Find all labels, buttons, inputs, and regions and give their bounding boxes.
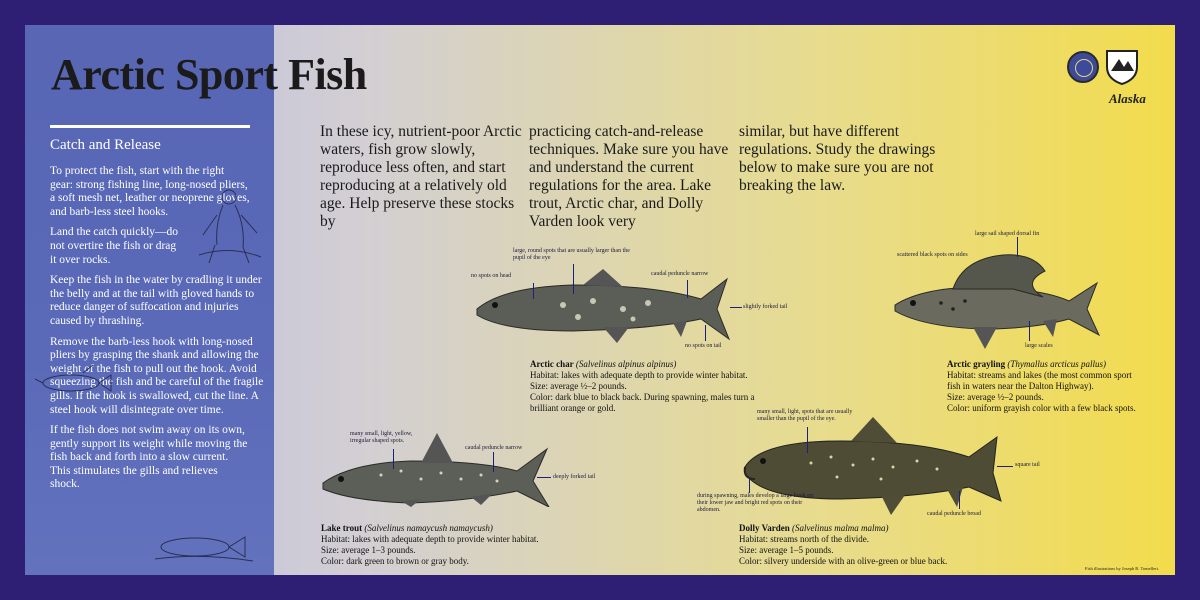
state-seal-icon	[1067, 51, 1099, 83]
sidebar-paragraph: To protect the fish, start with the right gear: strong fishing line, long-nosed pliers, a soft mesh net, leather or neoprene gloves, and barb-less steel hooks.	[50, 165, 250, 218]
char-annotation-peduncle: caudal peduncle narrow	[651, 271, 709, 277]
fish-color: Color: silvery underside with an olive-green or blue back.	[739, 556, 948, 566]
sidebar-paragraph: Keep the fish in the water by cradling it under the belly and at the tail with gloved hands to reduce danger of suffocation and injuries caused by thrashing.	[50, 274, 262, 327]
leader-line	[730, 307, 742, 308]
fish-color: Color: uniform grayish color with a few black spots.	[947, 403, 1136, 413]
intro-column-3: similar, but have different regulations. Study the drawings below to make sure you are not breaking the law.	[739, 123, 936, 194]
fish-size: Size: average ½–2 pounds.	[947, 392, 1044, 402]
logo-text: Alaska	[1109, 91, 1146, 106]
arctic-grayling-caption	[947, 359, 1147, 414]
fish-color: Color: dark blue to black back. During spawning, males turn a brilliant orange or gold.	[530, 392, 755, 413]
leader-line	[705, 325, 706, 341]
sign-panel	[25, 25, 1175, 575]
fish-latin: (Thymallus arcticus pallus)	[1007, 359, 1106, 369]
fish-name: Arctic char	[530, 359, 574, 369]
fish-name: Arctic grayling	[947, 359, 1006, 369]
leader-line	[959, 491, 960, 509]
dolly-annotation-spots: many small, light, spots that are usually smaller than the pupil of the eye.	[757, 409, 853, 422]
char-annotation-head: no spots on head	[471, 273, 512, 279]
release-sketch	[145, 525, 255, 565]
blm-shield-icon	[1105, 49, 1139, 85]
trout-annotation-tail: deeply forked tail	[553, 474, 596, 480]
dolly-varden-caption	[739, 523, 979, 567]
fish-size: Size: average 1–3 pounds.	[321, 545, 416, 555]
leader-line	[749, 477, 750, 493]
leader-line	[533, 283, 534, 299]
arctic-grayling-illustration	[893, 253, 1103, 353]
intro-column-1: In these icy, nutrient-poor Arctic waters, fish grow slowly, reproduce less often, and start reproducing at a relatively old age. Help preserve these stocks by	[320, 123, 522, 230]
fish-habitat: Habitat: streams north of the divide.	[739, 534, 869, 544]
leader-line	[393, 449, 394, 469]
fish-latin: (Salvelinus alpinus alpinus)	[575, 359, 677, 369]
fish-latin: (Salvelinus malma malma)	[792, 523, 889, 533]
intro-column-2: practicing catch-and-release techniques. Make sure you have and understand the current regulations for the area. Lake trout, Arctic char, and Dolly Varden look very	[529, 123, 729, 230]
sidebar	[25, 25, 274, 575]
sidebar-heading: Catch and Release	[50, 137, 161, 153]
dolly-annotation-peduncle: caudal peduncle broad	[927, 511, 981, 517]
leader-line	[687, 280, 688, 298]
leader-line	[1029, 321, 1030, 341]
char-annotation-spots: large, round spots that are usually larger than the pupil of the eye	[513, 248, 630, 261]
trout-annotation-spots: many small, light, yellow, irregular shaped spots.	[350, 431, 413, 444]
page-title: Arctic Sport Fish	[51, 50, 367, 99]
sidebar-paragraph: If the fish does not swim away on its own, gently support its weight while moving the fish back and forth into a slow current. This stimulates the gills and relieves shock.	[50, 424, 248, 491]
fish-latin: (Salvelinus namaycush namaycush)	[364, 523, 493, 533]
lake-trout-caption	[321, 523, 541, 567]
angler-sketch	[195, 185, 265, 265]
leader-line	[573, 264, 574, 294]
fish-habitat: Habitat: lakes with adequate depth to provide winter habitat.	[321, 534, 539, 544]
fish-habitat: Habitat: streams and lakes (the most common sport fish in waters near the Dalton Highway).	[947, 370, 1132, 391]
fish-name: Lake trout	[321, 523, 363, 533]
fish-size: Size: average ½–2 pounds.	[530, 381, 627, 391]
fish-size: Size: average 1–5 pounds.	[739, 545, 834, 555]
leader-line	[807, 427, 808, 453]
grayling-annotation-spots: scattered black spots on sides	[897, 252, 968, 258]
dolly-annotation-tail: square tail	[1015, 462, 1040, 468]
arctic-char-caption	[530, 359, 770, 414]
fish-name: Dolly Varden	[739, 523, 790, 533]
leader-line	[537, 477, 551, 478]
leader-line	[1017, 237, 1018, 257]
grayling-annotation-dorsal: large sail shaped dorsal fin	[975, 231, 1040, 237]
fish-habitat: Habitat: lakes with adequate depth to provide winter habitat.	[530, 370, 748, 380]
leader-line	[493, 452, 494, 472]
divider	[50, 125, 250, 128]
sidebar-paragraph: Remove the barb-less hook with long-nosed pliers by grasping the shank and allowing the weight of the fish to pull out the hook. Avoid squeezing the fish and be careful of the fragile gills. If the hook is swallowed, cut the line. A steel hook will disintegrate over time.	[50, 335, 264, 416]
dolly-annotation-spawn: during spawning, males develop a large hook on their lower jaw and bright red spots on their abdomen.	[697, 493, 814, 513]
illustration-credit: Fish illustrations by Joseph R. Tomelleri.	[1085, 566, 1159, 571]
char-annotation-anal: no spots on tail	[685, 343, 722, 349]
agency-logos	[1067, 49, 1147, 119]
sidebar-paragraph: Land the catch quickly—do not overtire the fish or drag it over rocks.	[50, 226, 179, 266]
grayling-annotation-scales: large scales	[1025, 343, 1053, 349]
char-annotation-tail: slightly forked tail	[743, 304, 788, 310]
leader-line	[997, 466, 1013, 467]
hook-sketch	[33, 363, 113, 399]
trout-annotation-peduncle: caudal peduncle narrow	[465, 445, 523, 451]
fish-color: Color: dark green to brown or gray body.	[321, 556, 469, 566]
